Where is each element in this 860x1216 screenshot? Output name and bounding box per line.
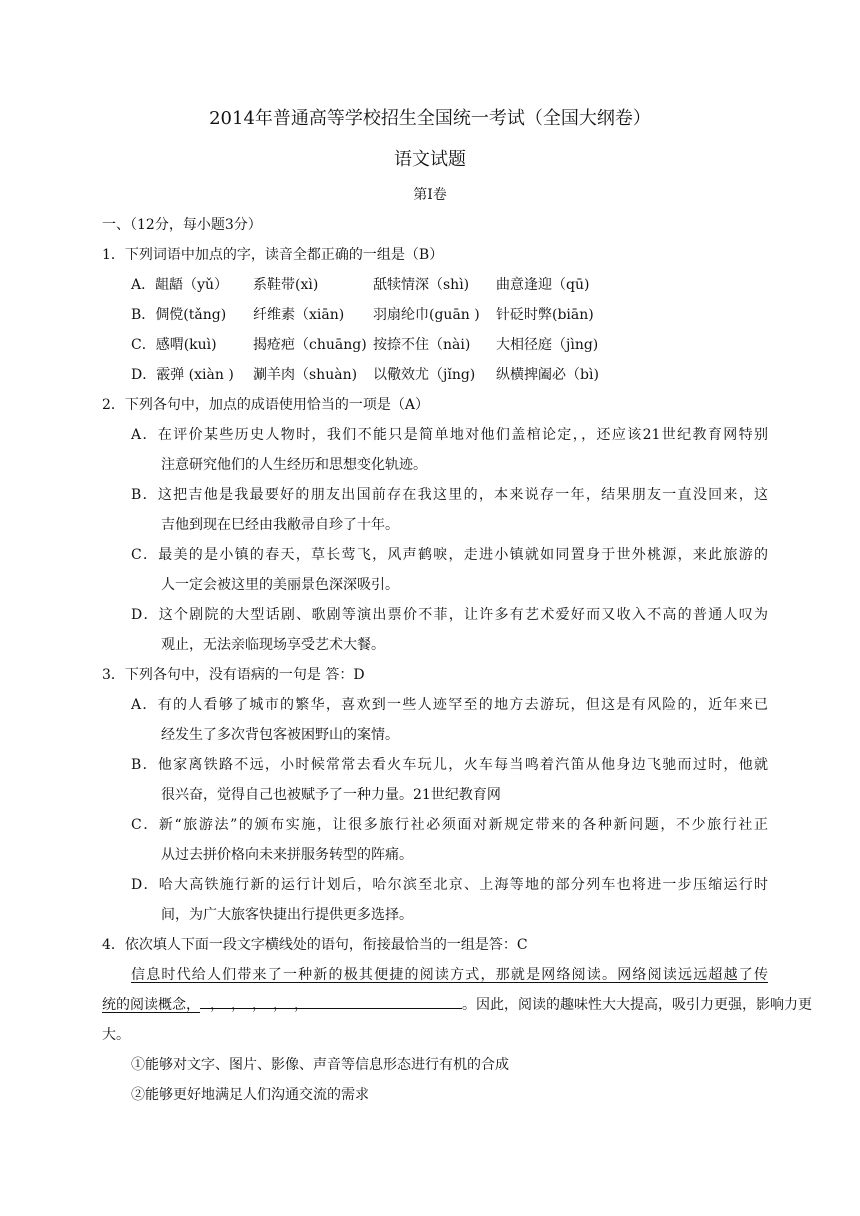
q2-option-c-line-1: C．最美的是小镇的春天，草长莺飞，风声鹤唳，走进小镇就如同置身于世外桃源，来此旅游的 (131, 547, 768, 563)
q4-passage-line-3: 大。 (102, 1027, 130, 1043)
q1-option-c-4: 大相径庭（jìng) (496, 337, 599, 353)
q1-option-a-3: 舐犊情深（shì) (373, 277, 470, 293)
q1-option-d-2: 涮羊肉（shuàn) (253, 367, 358, 383)
q3-option-a-line-2: 经发生了多次背包客被困野山的案情。 (161, 727, 399, 743)
q4-fill-blank (200, 994, 462, 1013)
q1-option-d-1: D．霰弹 (xiàn ) (131, 367, 234, 383)
q4-passage-line-1: 信息时代给人们带来了一种新的极其便捷的阅读方式，那就是网络阅读。网络阅读远远超越了传 (131, 967, 768, 983)
q2-option-d-line-2: 观止，无法亲临现场享受艺术大餐。 (161, 637, 385, 653)
section-heading: 一、（12分，每小题3分） (102, 217, 262, 233)
q1-option-d-3: 以儆效尤（jǐng) (373, 367, 476, 383)
q1-option-b-1: B．倜傥(tǎng) (131, 307, 227, 323)
q2-option-b-line-2: 吉他到现在巳经由我敝帚自珍了十年。 (161, 517, 399, 533)
q3-option-d-line-2: 间，为广大旅客快捷出行提供更多选择。 (161, 907, 413, 923)
q1-option-c-2: 揭疮疤（chuāng) (253, 337, 367, 353)
q2-option-d-line-1: D．这个剧院的大型话剧、歌剧等演出票价不菲，让许多有艺术爱好而又收入不高的普通人叹为 (131, 607, 768, 623)
q1-option-b-4: 针砭时弊(biān) (496, 307, 594, 323)
q2-option-b-line-1: B．这把吉他是我最要好的朋友出国前存在我这里的，本来说存一年，结果朋友一直没回来，这 (131, 487, 768, 503)
q1-option-a-1: A．龃龉（yǔ） (131, 277, 229, 293)
q1-option-a-4: 曲意逢迎（qū) (496, 277, 590, 293)
q3-option-b-line-1: B．他家离铁路不远，小时候常常去看火车玩儿，火车每当鸣着汽笛从他身边飞驰而过时，他就 (131, 757, 768, 773)
q1-option-c-1: C．感喟(kuì) (131, 337, 217, 353)
q1-option-d-4: 纵横捭阖必（bì) (496, 367, 599, 383)
q3-option-b-line-2: 很兴奋，觉得自己也被赋予了一种力量。21世纪教育网 (161, 787, 501, 803)
q4-passage-tail: 。因此，阅读的趣味性大大提高，吸引力更强，影响力更 (462, 997, 812, 1013)
exam-subtitle: 语文试题 (394, 149, 466, 170)
question-1-stem: 1．下列词语中加点的字，读音全都正确的一组是（B） (102, 247, 444, 263)
question-4-stem: 4．依次填人下面一段文字横线处的语句，衔接最恰当的一组是答：C (102, 937, 528, 953)
q3-option-c-line-2: 从过去拼价格向未来拼服务转型的阵痛。 (161, 847, 413, 863)
question-3-stem: 3．下列各句中，没有语病的一句是 答：D (102, 667, 365, 683)
q1-option-a-2: 系鞋带(xì) (253, 277, 319, 293)
q1-option-b-3: 羽扇纶巾(guān ) (373, 307, 480, 323)
q2-option-a-line-2: 注意研究他们的人生经历和思想变化轨迹。 (161, 457, 427, 473)
q4-sentence-2: ②能够更好地满足人们沟通交流的需求 (131, 1087, 369, 1103)
q4-sentence-1: ①能够对文字、图片、影像、声音等信息形态进行有机的合成 (131, 1057, 509, 1073)
q3-option-d-line-1: D．哈大高铁施行新的运行计划后，哈尔滨至北京、上海等地的部分列车也将进一步压缩运行时 (131, 877, 768, 893)
q4-passage-lead: 统的阅读概念， (102, 997, 200, 1013)
q2-option-a-line-1: A．在评价某些历史人物时，我们不能只是简单地对他们盖棺论定，，还应该21世纪教育网特别 (131, 427, 768, 443)
volume-label: 第Ⅰ卷 (413, 187, 447, 203)
q3-option-a-line-1: A．有的人看够了城市的繁华，喜欢到一些人迹罕至的地方去游玩，但这是有风险的，近年来已 (131, 697, 768, 713)
exam-title: 2014年普通高等学校招生全国统一考试（全国大纲卷） (209, 108, 651, 129)
q2-option-c-line-2: 人一定会被这里的美丽景色深深吸引。 (161, 577, 399, 593)
q4-blank-commas: ， ， ， ， ， (210, 997, 308, 1013)
q3-option-c-line-1: C．新“旅游法”的颁布实施，让很多旅行社必须面对新规定带来的各种新问题，不少旅行社正 (131, 817, 768, 833)
q1-option-b-2: 纤维素（xiān) (253, 307, 345, 323)
q4-passage-line-2 (102, 994, 812, 1014)
question-2-stem: 2．下列各句中，加点的成语使用恰当的一项是（A） (102, 397, 430, 413)
q1-option-c-3: 按捺不住（nài) (373, 337, 471, 353)
